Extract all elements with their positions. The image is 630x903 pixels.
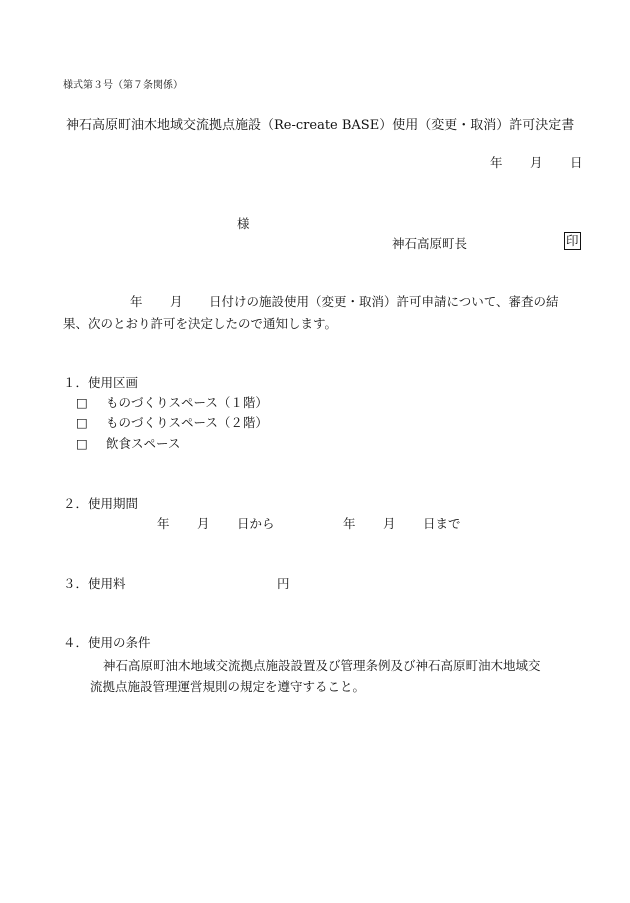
body-text-line1: 日付けの施設使用（変更・取消）許可申請について、審査の結 (209, 294, 559, 309)
checkbox-icon: □ (76, 436, 88, 451)
period-from-year: 年 (157, 516, 170, 531)
body-text-line2: 果、次のとおり許可を決定したので通知します。 (63, 316, 338, 331)
area-option-label: 飲食スペース (105, 436, 181, 451)
period-to-year: 年 (343, 516, 356, 531)
area-option-label: ものづくりスペース（１階） (105, 395, 268, 410)
conditions-text-line1: 神石高原町油木地域交流拠点施設設置及び管理条例及び神石高原町油木地域交 (103, 658, 541, 673)
date-month: 月 (530, 155, 543, 170)
form-number: 様式第３号（第７条関係） (63, 80, 183, 91)
date-year: 年 (490, 155, 503, 170)
area-option (76, 434, 180, 452)
section-heading-area: １．使用区画 (63, 375, 139, 390)
section-heading-conditions: ４．使用の条件 (63, 635, 151, 650)
fee-unit: 円 (277, 576, 290, 591)
conditions-text-line2: 流拠点施設管理運営規則の規定を遵守すること。 (90, 679, 366, 694)
seal-mark: 印 (566, 233, 579, 248)
area-option (76, 413, 268, 431)
body-month: 月 (170, 294, 183, 309)
area-option (76, 393, 268, 411)
addressee-suffix: 様 (237, 216, 250, 231)
period-to-day: 日まで (423, 516, 461, 531)
date-day: 日 (570, 155, 583, 170)
area-option-label: ものづくりスペース（２階） (105, 415, 268, 430)
section-heading-fee: ３．使用料 (63, 576, 126, 591)
body-year: 年 (130, 294, 143, 309)
document-title: 神石高原町油木地域交流拠点施設（Re-create BASE）使用（変更・取消）許可決定書 (66, 118, 575, 133)
section-heading-period: ２．使用期間 (63, 496, 139, 511)
period-from-month: 月 (197, 516, 210, 531)
checkbox-icon: □ (76, 395, 88, 410)
issuer-name: 神石高原町長 (392, 236, 468, 251)
period-from-day: 日から (237, 516, 275, 531)
checkbox-icon: □ (76, 415, 88, 430)
period-to-month: 月 (383, 516, 396, 531)
